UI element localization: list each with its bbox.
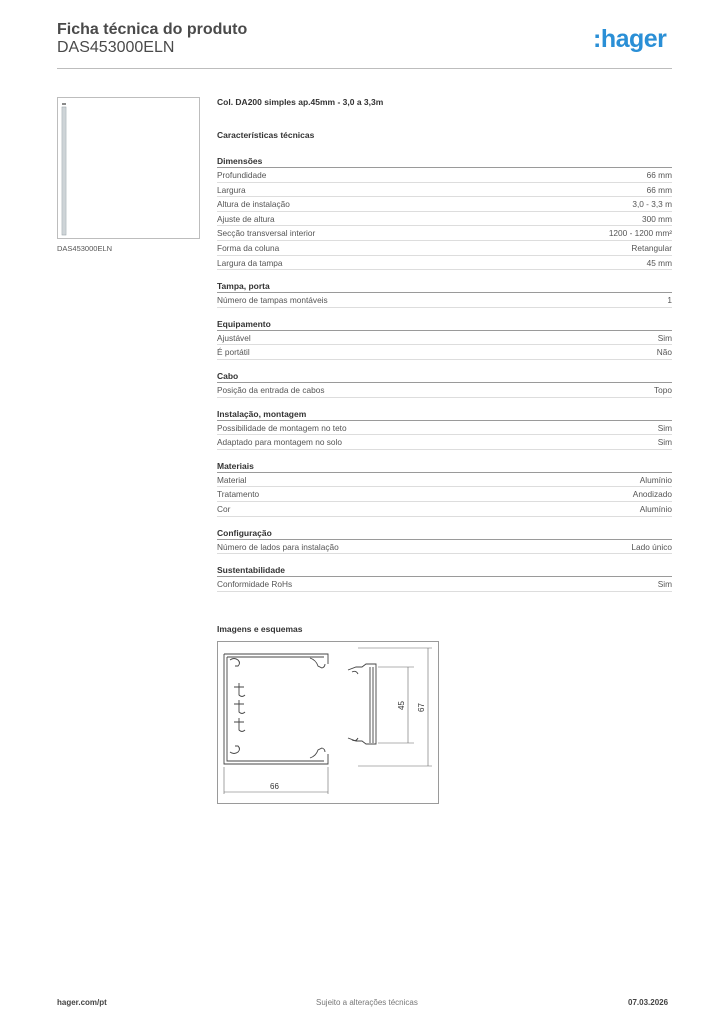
- spec-label: Conformidade RoHs: [217, 579, 293, 590]
- specs-table: [217, 155, 672, 602]
- spec-row: [217, 473, 672, 488]
- spec-label: Forma da coluna: [217, 242, 280, 253]
- spec-row: [217, 383, 672, 398]
- spec-value: 3,0 - 3,3 m: [632, 199, 672, 210]
- spec-group: [217, 318, 672, 360]
- spec-row: [217, 421, 672, 436]
- spec-group-title: Tampa, porta: [217, 280, 672, 293]
- spec-value: 45 mm: [646, 257, 672, 268]
- spec-label: Ajustável: [217, 332, 251, 343]
- spec-label: Possibilidade de montagem no teto: [217, 422, 347, 433]
- spec-row: [217, 212, 672, 227]
- column-profile-image: [58, 98, 199, 238]
- spec-label: Secção transversal interior: [217, 228, 316, 239]
- footer-note: Sujeito a alterações técnicas: [316, 998, 418, 1007]
- spec-group: [217, 280, 672, 308]
- spec-label: Número de lados para instalação: [217, 541, 339, 552]
- spec-row: [217, 577, 672, 592]
- spec-group: [217, 155, 672, 270]
- spec-label: Profundidade: [217, 170, 267, 180]
- spec-group: [217, 408, 672, 450]
- spec-group-title: Materiais: [217, 460, 672, 473]
- cross-section-drawing: [218, 642, 438, 803]
- logo-text: hager: [600, 25, 667, 53]
- spec-row: [217, 226, 672, 241]
- product-name: Col. DA200 simples ap.45mm - 3,0 a 3,3m: [217, 97, 384, 107]
- spec-value: Lado único: [631, 541, 672, 552]
- dimension-inner: 45: [397, 701, 406, 710]
- spec-row: [217, 241, 672, 256]
- spec-value: 1200 - 1200 mm²: [608, 228, 672, 239]
- spec-value: Anodizado: [632, 489, 672, 500]
- spec-group: [217, 370, 672, 398]
- product-image: [57, 97, 200, 239]
- footer-website[interactable]: hager.com/pt: [57, 998, 107, 1007]
- spec-value: Sim: [657, 332, 672, 343]
- header-divider: [57, 68, 672, 69]
- spec-value: Alumínio: [639, 503, 672, 514]
- spec-row: [217, 168, 672, 183]
- spec-label: Largura: [217, 184, 246, 195]
- spec-group-title: Instalação, montagem: [217, 408, 672, 421]
- spec-row: [217, 502, 672, 517]
- spec-value: Alumínio: [639, 474, 672, 485]
- specs-title: Características técnicas: [217, 130, 315, 140]
- spec-value: Sim: [657, 579, 672, 590]
- spec-value: Não: [656, 347, 672, 358]
- spec-row: [217, 487, 672, 502]
- spec-label: Largura da tampa: [217, 257, 283, 268]
- spec-label: Número de tampas montáveis: [217, 295, 328, 306]
- spec-row: [217, 197, 672, 212]
- product-image-caption: DAS453000ELN: [57, 244, 113, 253]
- spec-label: Cor: [217, 503, 231, 514]
- spec-value: Sim: [657, 437, 672, 448]
- spec-row: [217, 256, 672, 271]
- product-code: DAS453000ELN: [57, 39, 175, 56]
- spec-value: 1: [667, 295, 672, 306]
- spec-value: Retangular: [631, 242, 672, 253]
- spec-group-title: Configuração: [217, 527, 672, 540]
- spec-label: Ajuste de altura: [217, 213, 275, 224]
- spec-label: Altura de instalação: [217, 199, 290, 210]
- spec-group-title: Equipamento: [217, 318, 672, 331]
- spec-group-title: Dimensões: [217, 155, 672, 168]
- spec-row: [217, 293, 672, 308]
- dimension-width: 66: [270, 782, 279, 791]
- spec-row: [217, 345, 672, 360]
- spec-label: Posição da entrada de cabos: [217, 384, 325, 395]
- page-title: Ficha técnica do produto: [57, 21, 248, 38]
- images-title: Imagens e esquemas: [217, 624, 303, 634]
- spec-row: [217, 183, 672, 198]
- spec-label: Material: [217, 474, 247, 485]
- dimension-height: 67: [417, 703, 426, 712]
- spec-row: [217, 540, 672, 555]
- spec-value: 300 mm: [642, 213, 672, 224]
- spec-label: É portátil: [217, 347, 250, 358]
- spec-group: [217, 460, 672, 517]
- spec-label: Tratamento: [217, 489, 260, 500]
- spec-value: 66 mm: [646, 170, 672, 180]
- footer-date: 07.03.2026: [628, 998, 669, 1007]
- spec-value: Topo: [654, 384, 672, 395]
- spec-group-title: Cabo: [217, 370, 672, 383]
- spec-label: Adaptado para montagem no solo: [217, 437, 343, 448]
- hager-logo: :hager: [593, 25, 667, 53]
- spec-value: 66 mm: [646, 184, 672, 195]
- spec-group: [217, 527, 672, 555]
- spec-value: Sim: [657, 422, 672, 433]
- spec-row: [217, 435, 672, 450]
- spec-row: [217, 331, 672, 346]
- spec-group-title: Sustentabilidade: [217, 564, 672, 577]
- spec-group: [217, 564, 672, 592]
- technical-drawing: [217, 641, 439, 804]
